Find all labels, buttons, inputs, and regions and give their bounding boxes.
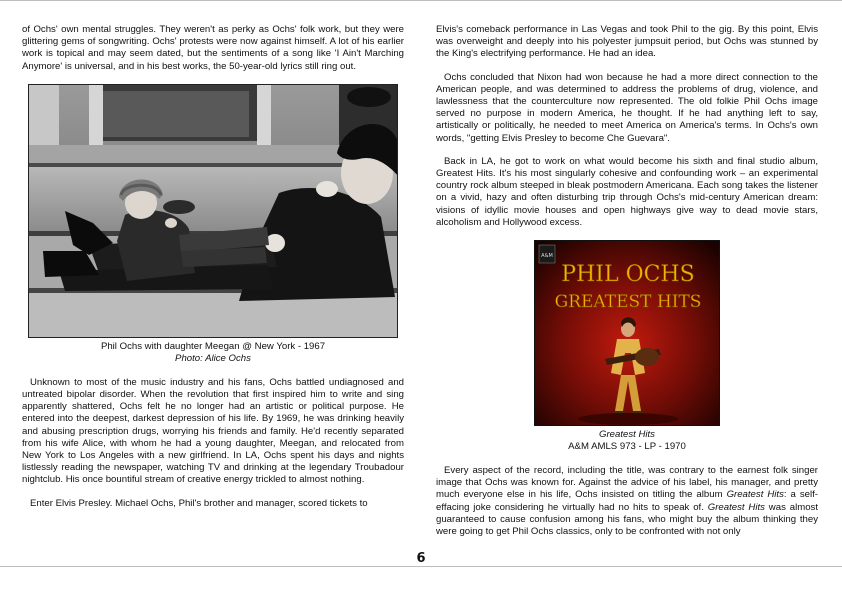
- record-text-3: was almost guaranteed to cause confusion among his fans, who might buy the album thinking they were going to get Phil Ochs classics, only to be confronted with not only: [436, 501, 818, 538]
- paragraph-vegas: Elvis's comeback performance in Las Vegas and took Phil to the gig. By this point, Elvis was overweight and deeply into his polyester jumpsuit period, but Ochs was stunned by the King's electrifying performance. He had an idea.: [436, 24, 818, 60]
- photo-caption: [22, 341, 404, 365]
- record-italic-title-1: Greatest Hits: [726, 489, 784, 501]
- album-label-logo: A&M: [541, 253, 553, 260]
- album-caption-title: Greatest Hits: [599, 429, 655, 441]
- photo-illustration: [29, 85, 398, 338]
- paragraph-elvis-intro: Enter Elvis Presley. Michael Ochs, Phil's brother and manager, scored tickets to: [30, 497, 368, 509]
- album-cover-art: [535, 241, 720, 426]
- album-cover: [534, 240, 720, 426]
- bottom-border: [0, 566, 842, 567]
- paragraph-la: Back in LA, he got to work on what would become his sixth and final studio album, Greatest Hits. It's his most singularly cohesive and confounding work – an experimental country rock album steeped in bleak postmodern Americana. Each song takes the listener on a vivid, hazy and often disturbing trip through Ochs's mid-century American dream: visions of idyllic movie houses and open highways give way to dead movie stars, alcoholism and Hollywood excess.: [436, 155, 818, 228]
- left-column: [22, 24, 404, 521]
- record-text-1: Every aspect of the record, including the title, was contrary to the earnest folk singer image that Ochs was known for. Against the advice of his label, his manager, and pretty much everyone else in his life, Ochs insisted on titling the album: [436, 465, 818, 501]
- album-caption-details: A&M AMLS 973 - LP - 1970: [568, 441, 686, 453]
- photo-credit: Photo: Alice Ochs: [175, 352, 251, 364]
- paragraph-intro: of Ochs' own mental struggles. They weren't as perky as Ochs' folk work, but they were glittering gems of songwriting. Ochs' protests were now against himself. A lot of his earlier work is topical and may seem dated, but the sentiments of a song like 'I Ain't Marching Anymore' is universal, and in his best works, the 50-year-old lyrics still ring out.: [22, 24, 404, 72]
- photo-ochs-daughter: [28, 84, 398, 338]
- album-caption: [436, 429, 818, 453]
- photo-caption-title: Phil Ochs with daughter Meegan @ New York - 1967: [100, 340, 326, 352]
- paragraph-bipolar: Unknown to most of the music industry and his fans, Ochs battled undiagnosed and untreated bipolar disorder. When the revolution that first inspired him to write and sing apparently shattered, Ochs felt he no longer had an artistic or political purpose. He entered into the deepest, darkest depression of his life. By 1969, he was drinking heavily and abusing prescription drugs, worrying his friends and family. He'd recently separated from his wife Alice, with whom he had a young daughter, Meegan, and relocated from New York to Los Angeles with a new girlfriend. In LA, Ochs spent his days and nights listlessly reading the newspaper, watching TV and drinking at the legendary Troubadour nightclub. His once bountiful stream of creative energy trickled to almost nothing.: [22, 376, 404, 486]
- paragraph-record: [436, 465, 818, 538]
- album-figure: [436, 240, 818, 453]
- record-italic-title-2: Greatest Hits: [707, 501, 765, 513]
- photo-figure: [22, 84, 404, 365]
- right-column: [436, 24, 818, 549]
- record-text-2: : a self-effacing joke considering he virtually had no hits to speak of.: [436, 489, 818, 513]
- page-number: 6: [416, 551, 426, 566]
- album-cover-title: GREATEST HITS: [554, 292, 702, 313]
- top-border: [0, 0, 842, 1]
- album-cover-artist: PHIL OCHS: [561, 262, 695, 288]
- paragraph-nixon: Ochs concluded that Nixon had won because he had a more direct connection to the American people, and was determined to address the problems of drug, violence, and lawlessness that the counterculture now represented. The old folkie Phil Ochs image served no purpose in modern America, he thought. If he had anything left to say, artistically or politically, he needed to meet America on America's terms. In Ochs's own words, "getting Elvis Presley to become Che Guevara".: [436, 71, 818, 144]
